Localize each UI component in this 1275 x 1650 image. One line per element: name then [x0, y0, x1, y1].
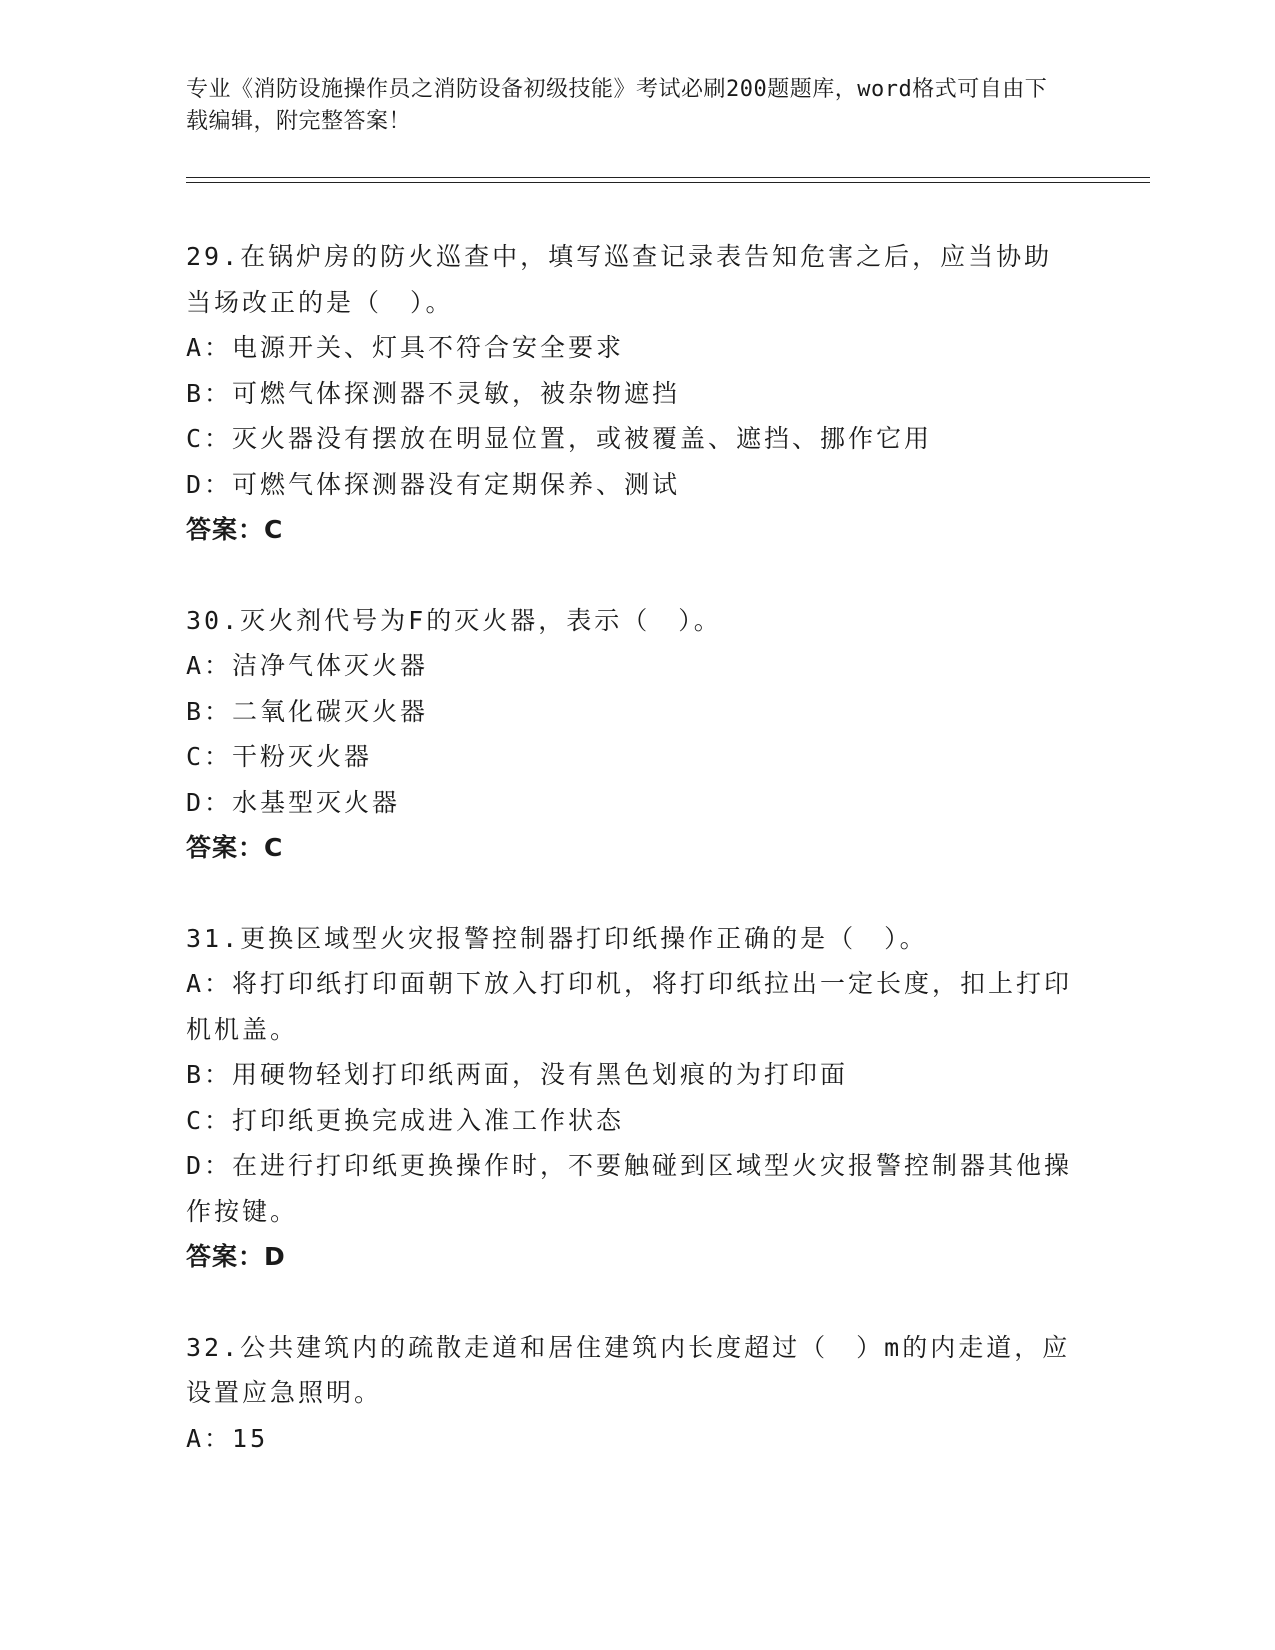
question-32: [186, 1325, 1076, 1462]
option-b: B：可燃气体探测器不灵敏，被杂物遮挡: [186, 378, 681, 408]
option-c: C：打印纸更换完成进入准工作状态: [186, 1105, 625, 1135]
question-stem: 32.公共建筑内的疏散走道和居住建筑内长度超过（ ）m的内走道，应设置应急照明。: [186, 1332, 1071, 1407]
option-c: C：灭火器没有摆放在明显位置，或被覆盖、遮挡、挪作它用: [186, 424, 933, 453]
option-a: A：将打印纸打印面朝下放入打印机，将打印纸拉出一定长度，扣上打印机机盖。: [186, 969, 1073, 1044]
option-a: A：洁净气体灭火器: [186, 651, 429, 680]
option-d: D：水基型灭火器: [186, 787, 401, 817]
option-c: C：干粉灭火器: [186, 742, 373, 771]
question-31: [186, 916, 1076, 1280]
option-d: D：可燃气体探测器没有定期保养、测试: [186, 469, 681, 499]
answer-line: 答案：D: [186, 1242, 286, 1271]
option-a: A：15: [186, 1423, 269, 1453]
question-30: [186, 598, 1076, 871]
question-stem: 30.灭火剂代号为F的灭火器，表示（ ）。: [186, 605, 722, 635]
question-stem: 29.在锅炉房的防火巡查中，填写巡查记录表告知危害之后，应当协助当场改正的是（ ）。: [186, 242, 1053, 317]
option-d: D：在进行打印纸更换操作时，不要触碰到区域型火灾报警控制器其他操作按键。: [186, 1151, 1073, 1226]
header-divider-bottom: [186, 182, 1150, 183]
option-b: B：用硬物轻划打印纸两面，没有黑色划痕的为打印面: [186, 1060, 849, 1089]
question-list: [186, 234, 1076, 1461]
answer-line: 答案：C: [186, 833, 284, 862]
header-text: 专业《消防设施操作员之消防设备初级技能》考试必刷200题题库，word格式可自由下载编辑，附完整答案！: [186, 77, 1048, 134]
answer-line: 答案：C: [186, 515, 284, 544]
question-stem: 31.更换区域型火灾报警控制器打印纸操作正确的是（ ）。: [186, 923, 928, 953]
document-header: [186, 74, 1066, 138]
option-b: B：二氧化碳灭火器: [186, 696, 429, 726]
question-29: [186, 234, 1076, 553]
option-a: A：电源开关、灯具不符合安全要求: [186, 333, 625, 362]
header-divider-top: [186, 177, 1150, 178]
